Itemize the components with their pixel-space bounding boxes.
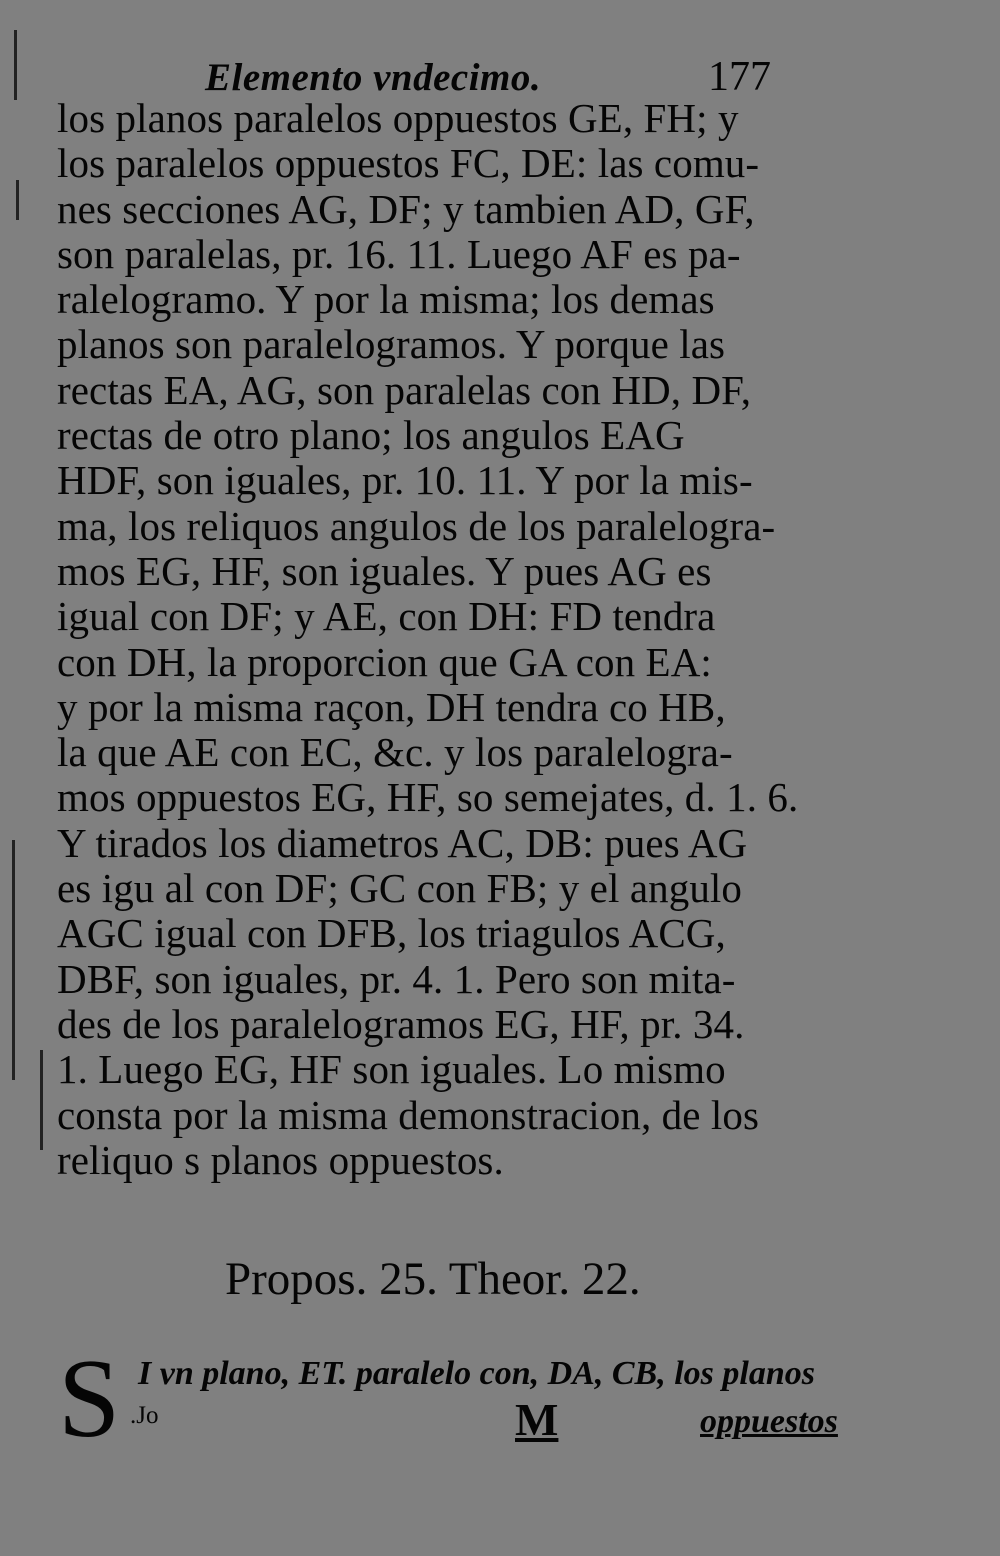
- text-line: rectas EA, AG, son paralelas con HD, DF,: [57, 366, 752, 413]
- text-line: nes secciones AG, DF; y tambien AD, GF,: [57, 185, 755, 232]
- text-line: los paralelos oppuestos FC, DE: las comu-: [57, 140, 760, 187]
- text-line: la que AE con EC, &c. y los paralelogra-: [57, 729, 733, 776]
- binding-edge-mark: [12, 840, 15, 1080]
- text-line: planos son paralelogramos. Y porque las: [57, 321, 726, 368]
- text-line: des de los paralelogramos EG, HF, pr. 34.: [57, 1000, 745, 1047]
- text-line: ma, los reliquos angulos de los paralelogra-: [57, 502, 776, 549]
- text-line: mos oppuestos EG, HF, so semejates, d. 1. 6.: [57, 774, 799, 821]
- text-line: mos EG, HF, son iguales. Y pues AG es: [57, 547, 712, 594]
- text-line: rectas de otro plano; los angulos EAG: [57, 412, 685, 459]
- proposition-heading: Propos. 25. Theor. 22.: [225, 1253, 641, 1305]
- text-line: Y tirados los diametros AC, DB: pues AG: [57, 819, 748, 866]
- binding-edge-mark: [16, 180, 19, 220]
- text-line: consta por la misma demonstracion, de los: [57, 1091, 760, 1138]
- text-line: DBF, son iguales, pr. 4. 1. Pero son mita-: [57, 955, 736, 1002]
- signature-mark: M: [515, 1394, 559, 1445]
- text-line: 1. Luego EG, HF son iguales. Lo mismo: [57, 1046, 726, 1093]
- proposition-enunciation: I vn plano, ET. paralelo con, DA, CB, los planos: [138, 1355, 815, 1392]
- binding-edge-mark: [14, 30, 17, 100]
- binding-edge-mark: [40, 1050, 43, 1150]
- catchword: oppuestos: [700, 1403, 838, 1440]
- text-line: HDF, son iguales, pr. 10. 11. Y por la mis-: [57, 457, 753, 504]
- body-text: [57, 96, 847, 1183]
- text-line: con DH, la proporcion que GA con EA:: [57, 638, 712, 685]
- text-line: reliquo s planos oppuestos.: [57, 1136, 504, 1183]
- text-line: y por la misma raçon, DH tendra co HB,: [57, 683, 726, 730]
- running-head: Elemento vndecimo.: [205, 56, 542, 99]
- page-number: 177: [708, 54, 771, 100]
- text-line: los planos paralelos oppuestos GE, FH; y: [57, 95, 739, 141]
- text-line: igual con DF; y AE, con DH: FD tendra: [57, 593, 716, 640]
- text-line: ralelogramo. Y por la misma; los demas: [57, 276, 715, 323]
- drop-cap: S: [58, 1337, 121, 1461]
- text-line: son paralelas, pr. 16. 11. Luego AF es pa-: [57, 230, 741, 277]
- text-line: AGC igual con DFB, los triagulos ACG,: [57, 910, 726, 957]
- text-line: es igu al con DF; GC con FB; y el angulo: [57, 865, 743, 912]
- footer-mark: .Jo: [130, 1402, 159, 1429]
